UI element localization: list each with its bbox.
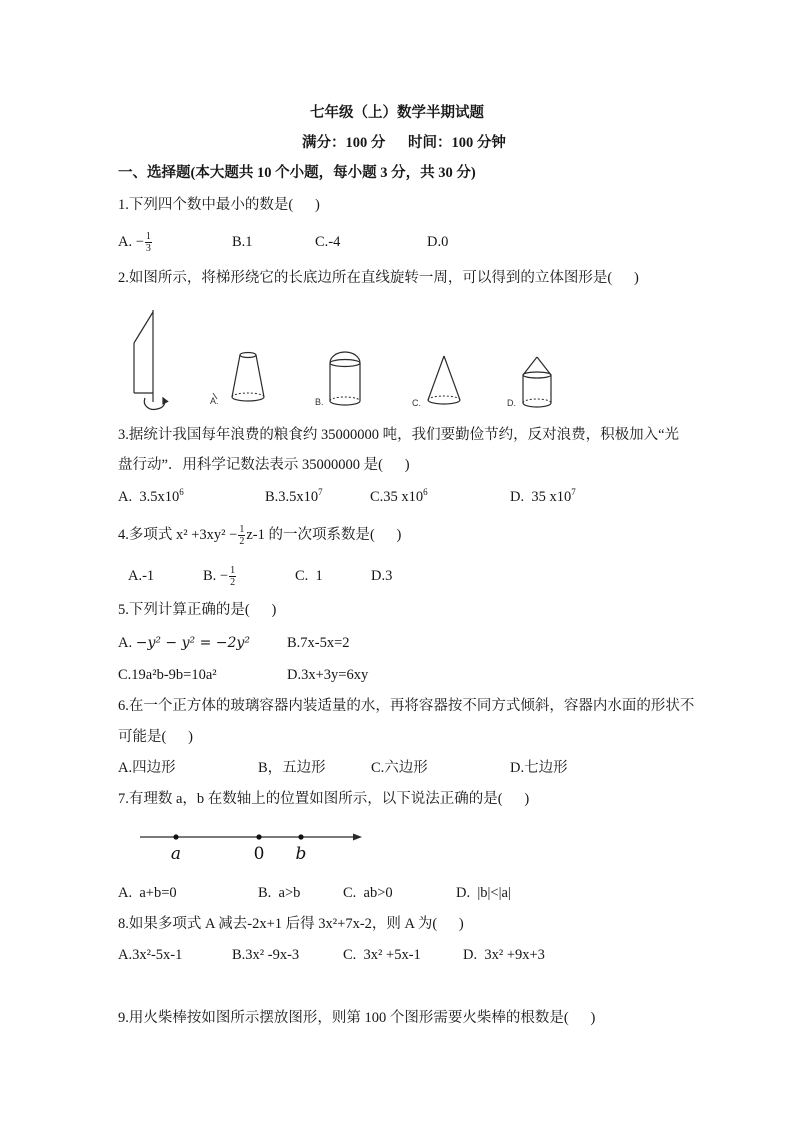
option-label: B. − [203,567,229,584]
option-c-cone [412,356,460,408]
fraction [229,565,236,588]
cone-base-back [428,396,460,400]
option-d: D.0 [427,234,449,250]
option-d-cone-cylinder [507,357,551,408]
question-stem: 1.下列四个数中最小的数是( ) [118,197,320,213]
label-b: b [295,844,307,864]
exponent: 7 [571,487,576,497]
frustum-left-side [232,355,240,397]
full-score: 满分：100 分 [302,135,386,151]
option-b [265,488,323,506]
option-label: A. − [118,233,144,250]
option-b: B. a>b [258,885,301,901]
question-stem: 5.下列计算正确的是( ) [118,602,277,618]
cone-base-front [428,400,460,404]
exponent: 6 [179,487,184,497]
figure-label-b: B. [315,397,324,407]
question-stem: 8.如果多项式 A 减去-2x+1 后得 3x²+7x-2，则 A 为( ) [118,916,464,932]
question-stem: 9.用火柴棒按如图所示摆放图形，则第 100 个图形需要火柴棒的根数是( ) [118,1010,596,1026]
trapezoid-slant-side [134,312,153,343]
option-b [203,565,237,588]
cone-cylinder-joint [523,372,551,378]
cone-right-side [444,356,460,400]
option-d: D.七边形 [510,760,568,776]
frustum-bottom-front [232,397,264,401]
cylinder-bottom-front [523,403,551,407]
question-stem-line-1: 6.在一个正方体的玻璃容器内装适量的水，再将容器按不同方式倾斜，容器内水面的形状不 [118,698,695,714]
fraction-denominator: 3 [145,243,151,254]
option-b-cylinder [315,352,360,407]
option-text: A. 3.5x10 [118,489,180,505]
option-b: B.7x-5x=2 [287,635,350,651]
option-d: D.3 [371,568,393,584]
option-d [510,488,576,506]
fraction [145,231,152,254]
number-line [135,820,367,864]
option-b: B.3x² -9x-3 [232,947,300,963]
option-a [118,634,250,652]
exam-title: 七年级（上）数学半期试题 [310,105,484,121]
point-b [298,834,303,839]
label-a: a [170,844,182,864]
label-zero: 0 [253,844,265,864]
stem-start: 4.多项式 x² +3xy² − [118,526,238,543]
point-zero [256,834,261,839]
option-a: A. a+b=0 [118,885,177,901]
fraction-numerator: 1 [230,565,236,576]
frustum-top-face [240,353,256,358]
option-b: B，五边形 [258,760,326,776]
option-text: B.3.5x10 [265,489,319,505]
option-text: C.35 x10 [370,489,424,505]
option-c: C. 1 [295,568,323,584]
exponent: 7 [318,487,323,497]
cylinder-top-face [330,360,360,367]
number-line-arrow-icon [353,834,362,841]
cylinder-cap [330,352,360,363]
math-expression: −y² − y² = −2y² [135,635,250,651]
question-stem [118,524,401,547]
fraction-numerator: 1 [239,524,245,535]
figure-label-c: C. [412,398,421,408]
fraction-numerator: 1 [145,231,151,242]
stem-end: z-1 的一次项系数是( ) [246,526,402,543]
cylinder-bottom-front [330,401,360,405]
option-a [118,231,153,254]
option-a: A.-1 [128,568,155,584]
option-c: C. 3x² +5x-1 [343,947,421,963]
frustum-bottom-back [232,393,264,397]
option-b: B.1 [232,234,253,250]
option-a: A.四边形 [118,760,176,776]
figure-label-d: D. [507,398,516,408]
cone-left-side [428,356,444,400]
fraction [238,524,245,547]
option-a [118,488,184,506]
option-c: C.-4 [315,234,341,250]
cylinder-bottom-back [330,397,360,401]
exponent: 6 [423,487,428,497]
option-c: C.六边形 [371,760,428,776]
option-d: D.3x+3y=6xy [287,667,369,683]
figure-label-a: A. [210,396,219,406]
cylinder-bottom-back [523,399,551,403]
question-stem-line-1: 3.据统计我国每年浪费的粮食约 35000000 吨，我们要勤俭节约，反对浪费，积极加入“光 [118,427,680,443]
section-heading: 一、选择题(本大题共 10 个小题，每小题 3 分，共 30 分) [118,165,476,181]
exam-time: 时间：100 分钟 [408,135,506,151]
option-c [370,488,428,506]
option-a-frustum [210,353,264,407]
question-stem: 2.如图所示，将梯形绕它的长底边所在直线旋转一周，可以得到的立体图形是( ) [118,270,639,286]
rotation-arrow-icon [144,398,164,409]
option-text: D. 35 x10 [510,489,572,505]
option-c: C. ab>0 [343,885,393,901]
fraction-denominator: 2 [239,536,245,547]
question-stem: 7.有理数 a，b 在数轴上的位置如图所示，以下说法正确的是( ) [118,791,530,807]
option-label: A. [118,635,136,651]
question-stem-line-2: 可能是( ) [118,729,193,745]
point-a [173,834,178,839]
frustum-right-side [256,355,264,397]
option-a: A.3x²-5x-1 [118,947,183,963]
trapezoid-figure [134,310,165,409]
option-c: C.19a²b-9b=10a² [118,667,217,683]
question-stem-line-2: 盘行动”．用科学记数法表示 35000000 是( ) [118,457,410,473]
fraction-denominator: 2 [230,577,236,588]
option-d: D. |b|<|a| [456,885,511,901]
option-d: D. 3x² +9x+3 [463,947,545,963]
solids-figure [120,305,570,417]
